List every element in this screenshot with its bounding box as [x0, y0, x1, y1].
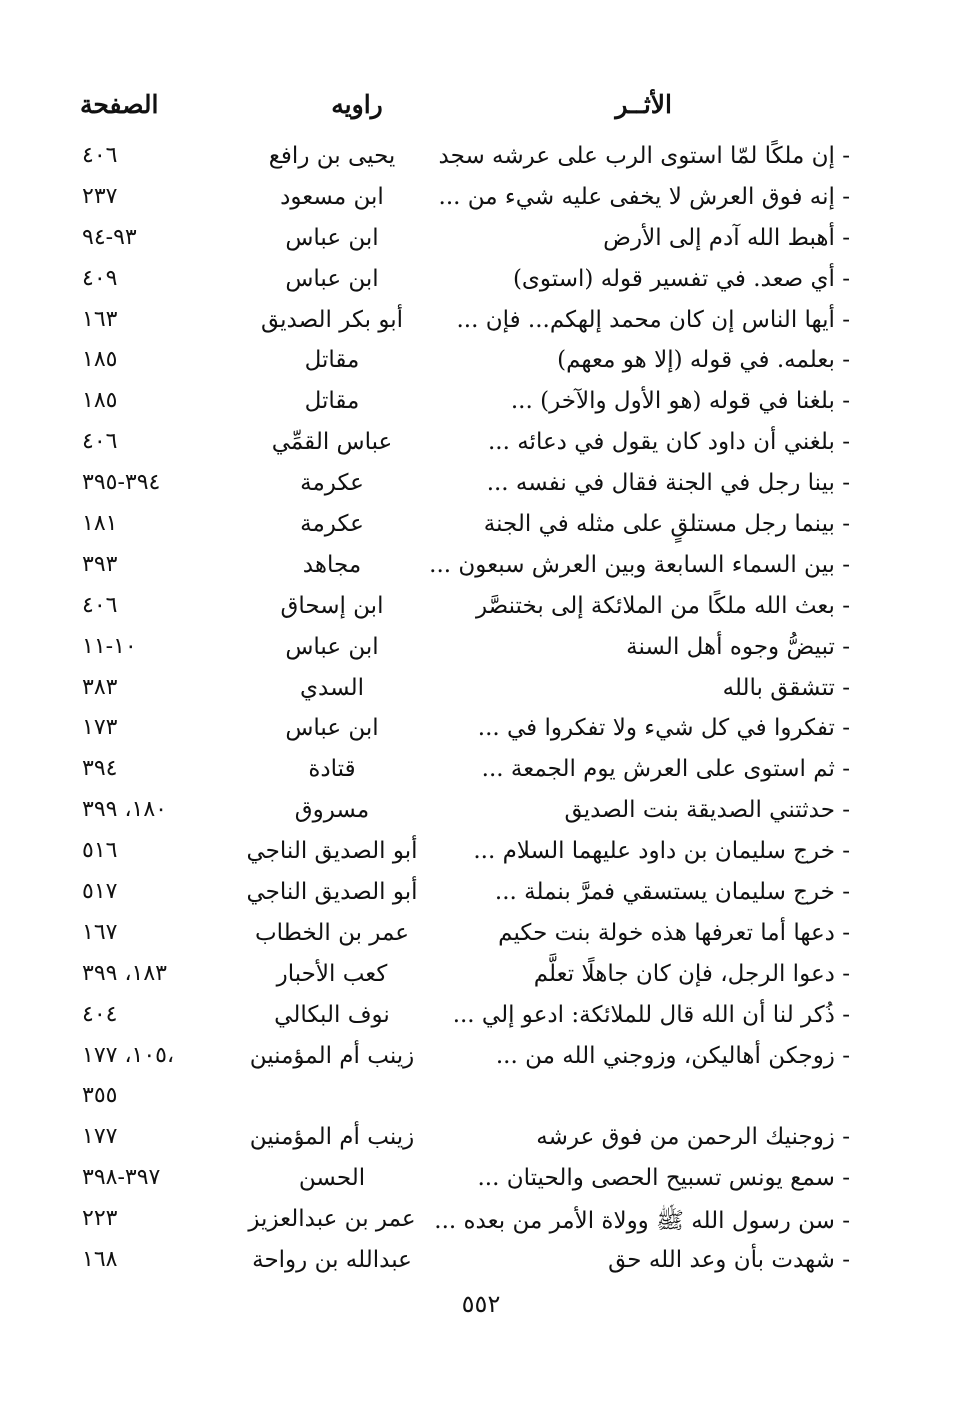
- rawi-name: نوف البكالي: [274, 1001, 390, 1028]
- table-row: [0, 301, 962, 342]
- athar-text: - زوجنيك الرحمن من فوق عرشه: [536, 1124, 850, 1151]
- rawi-name: كعب الأحبار: [276, 960, 388, 987]
- athar-text: - إنه فوق العرش لا يخفى عليه شيء من ...: [438, 183, 850, 210]
- athar-text: - دعها أما تعرفها هذه خولة بنت حكيم: [498, 919, 850, 946]
- athar-text: - أي صعد. في تفسير قوله (استوى): [512, 265, 850, 292]
- athar-index-table: [0, 137, 962, 1282]
- table-row: [0, 587, 962, 628]
- athar-text: - بينما رجل مستلقٍ على مثله في الجنة: [483, 511, 850, 538]
- rawi-name: السدي: [300, 674, 364, 701]
- table-row: [0, 464, 962, 505]
- athar-text: - خرج سليمان بن داود عليهما السلام ...: [473, 838, 850, 865]
- table-row: [0, 219, 962, 260]
- page-reference: ٥١٦: [82, 838, 118, 864]
- table-row: [0, 546, 962, 587]
- rawi-name: ابن عباس: [285, 715, 379, 742]
- table-row: [0, 914, 962, 955]
- rawi-name: زينب أم المؤمنين: [249, 1042, 415, 1069]
- page-reference: ١٧٧: [82, 1124, 118, 1150]
- table-row: [0, 1077, 962, 1118]
- page-reference: ٤٠٦: [82, 592, 118, 618]
- athar-text: - حدثتني الصديقة بنت الصديق: [564, 797, 850, 824]
- page-reference: ٤٠٦: [82, 143, 118, 168]
- table-row: [0, 996, 962, 1037]
- table-row: [0, 628, 962, 669]
- page-reference: ١٦٧: [82, 919, 118, 945]
- page-reference: ١٨١: [82, 511, 118, 537]
- rawi-name: الحسن: [298, 1165, 366, 1192]
- page-reference: ٣٩٧-٣٩٨: [82, 1165, 161, 1191]
- athar-text: - سمع يونس تسبيح الحصى والحيتان ...: [477, 1165, 850, 1192]
- page-reference: ٣٩٤: [82, 756, 118, 782]
- table-header: [0, 90, 962, 130]
- rawi-name: ابن مسعود: [280, 183, 384, 210]
- athar-text: - بين السماء السابعة وبين العرش سبعون ...: [429, 551, 850, 578]
- athar-text: - أهبط الله آدم إلى الأرض: [603, 224, 850, 251]
- rawi-name: يحيى بن رافع: [268, 143, 396, 169]
- rawi-name: ابن عباس: [285, 224, 379, 251]
- page-reference: ٤٠٤: [82, 1001, 118, 1027]
- athar-text: - بلغنا في قوله (هو الأول والآخر) ...: [510, 388, 850, 415]
- rawi-name: مسروق: [294, 797, 370, 824]
- page-number: ٥٥٢: [461, 1290, 501, 1318]
- athar-text: - بعث الله ملكًا من الملائكة إلى بختنصَّر: [475, 592, 850, 619]
- page-reference: ٤٠٦: [82, 429, 118, 455]
- athar-text: - بعلمه. في قوله (إلا هو معهم): [557, 347, 850, 374]
- athar-text: - إن ملكًا لمّا استوى الرب على عرشه سجد: [438, 143, 850, 169]
- page-reference: ٢٣٧: [82, 183, 118, 209]
- table-row: [0, 791, 962, 832]
- table-row: [0, 955, 962, 996]
- page-reference: ١٨٥: [82, 347, 118, 373]
- athar-text: - ذُكر لنا أن الله قال للملائكة: ادعو إلي ...: [452, 1001, 850, 1028]
- table-row: [0, 505, 962, 546]
- athar-text: - بينا رجل في الجنة فقال في نفسه ...: [486, 470, 850, 497]
- page-reference: ١٠٥، ١٧٧،: [82, 1042, 175, 1068]
- table-row: [0, 260, 962, 301]
- table-row: [0, 873, 962, 914]
- table-row: [0, 750, 962, 791]
- table-row: [0, 178, 962, 219]
- rawi-name: أبو الصديق الناجي: [246, 838, 418, 865]
- table-row: [0, 423, 962, 464]
- athar-text: - بلغني أن داود كان يقول في دعائه ...: [487, 429, 850, 456]
- table-row: [0, 382, 962, 423]
- page-reference: ١٨٣، ٣٩٩: [82, 960, 167, 986]
- athar-text: - تتشقق بالله: [722, 674, 850, 701]
- page-reference: ٣٩٤-٣٩٥: [82, 470, 161, 496]
- page-reference: ١٨٥: [82, 388, 118, 414]
- table-row: [0, 341, 962, 382]
- page-reference: ٩٣-٩٤: [82, 224, 137, 250]
- rawi-name: مقاتل: [304, 388, 360, 415]
- rawi-name: ابن عباس: [285, 633, 379, 660]
- page-reference: ٣٨٣: [82, 674, 118, 700]
- page-reference: ٥١٧: [82, 879, 118, 905]
- table-row: [0, 137, 962, 178]
- athar-text: - تبيضُّ وجوه أهل السنة: [626, 633, 850, 660]
- table-row: [0, 1159, 962, 1200]
- rawi-name: ابن إسحاق: [280, 592, 384, 619]
- rawi-name: زينب أم المؤمنين: [249, 1124, 415, 1151]
- rawi-name: عباس القمِّي: [271, 429, 393, 456]
- table-row: [0, 1118, 962, 1159]
- table-row: [0, 709, 962, 750]
- rawi-name: أبو بكر الصديق: [260, 306, 404, 333]
- rawi-name: ابن عباس: [285, 265, 379, 292]
- page-reference: ١٦٣: [82, 306, 118, 332]
- table-row: [0, 1241, 962, 1282]
- page-reference: ١٦٨: [82, 1247, 118, 1273]
- rawi-name: عمر بن الخطاب: [254, 919, 409, 946]
- rawi-name: عكرمة: [300, 511, 364, 538]
- athar-text: - دعوا الرجل، فإن كان جاهلًا تعلَّم: [533, 960, 850, 987]
- page-reference: ٢٢٣: [82, 1206, 118, 1232]
- athar-text: - ثم استوى على العرش يوم الجمعة ...: [481, 756, 850, 783]
- page-column-header: الصفحة: [80, 90, 159, 119]
- table-row: [0, 1200, 962, 1241]
- rawi-name: مقاتل: [304, 347, 360, 374]
- page-reference: ١٨٠، ٣٩٩: [82, 797, 167, 823]
- rawi-name: قتادة: [308, 756, 356, 783]
- page-reference: ١٧٣: [82, 715, 118, 741]
- athar-column-header: الأثــر: [615, 90, 672, 119]
- page-reference: ١٠-١١: [82, 633, 137, 659]
- page-reference: ٤٠٩: [82, 265, 118, 291]
- athar-text: - سن رسول الله ﷺ وولاة الأمر من بعده ...: [434, 1208, 850, 1235]
- athar-text: - زوجكن أهاليكن، وزوجني الله من ...: [495, 1042, 850, 1069]
- page-reference: ٣٥٥: [82, 1083, 118, 1109]
- athar-text: - خرج سليمان يستسقي فمرَّ بنملة ...: [494, 879, 850, 906]
- athar-text: - شهدت بأن وعد الله حق: [608, 1247, 850, 1274]
- table-row: [0, 1037, 962, 1078]
- rawi-column-header: راويه: [331, 90, 383, 119]
- rawi-name: عكرمة: [300, 470, 364, 497]
- rawi-name: مجاهد: [302, 551, 362, 578]
- page-reference: ٣٩٣: [82, 551, 118, 577]
- rawi-name: عمر بن عبدالعزيز: [248, 1206, 416, 1233]
- rawi-name: أبو الصديق الناجي: [246, 879, 418, 906]
- table-row: [0, 832, 962, 873]
- athar-text: - تفكروا في كل شيء ولا تفكروا في ...: [477, 715, 850, 742]
- rawi-name: عبدالله بن رواحة: [252, 1247, 412, 1274]
- table-row: [0, 669, 962, 710]
- athar-text: - أيها الناس إن كان محمد إلهكم... فإن ...: [456, 306, 850, 333]
